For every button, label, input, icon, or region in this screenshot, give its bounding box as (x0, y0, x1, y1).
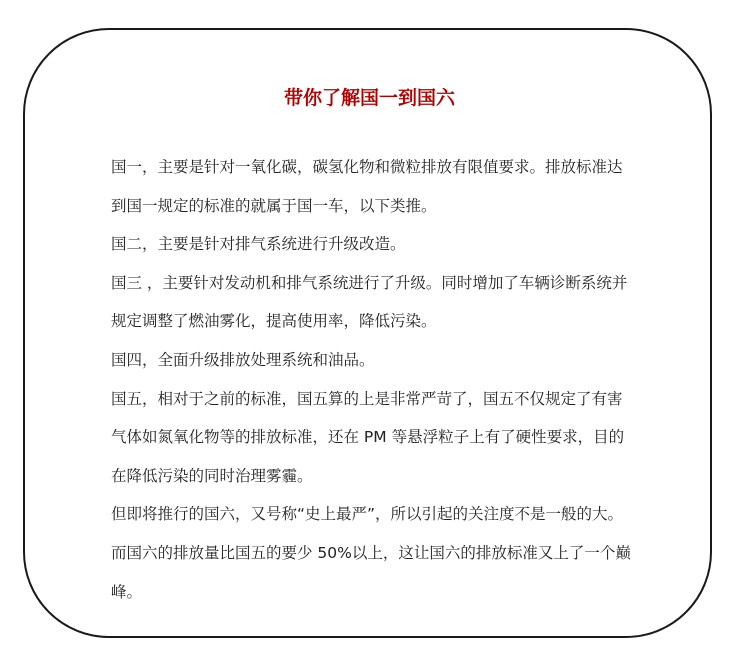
paragraph-guo3: 国三 ，主要针对发动机和排气系统进行了升级。同时增加了车辆诊断系统并规定调整了燃油雾化，提高使用率，降低污染。 (111, 273, 628, 331)
article-body (111, 148, 631, 611)
paragraph-guo1: 国一，主要是针对一氧化碳，碳氢化物和微粒排放有限值要求。排放标准达到国一规定的标准的就属于国一车，以下类推。 (111, 158, 623, 215)
paragraph-guo6: 但即将推行的国六，又号称“史上最严”，所以引起的关注度不是一般的大。而国六的排放量比国五的要少 50%以上，这让国六的排放标准又上了一个巅峰。 (111, 505, 631, 601)
paragraph-guo4: 国四，全面升级排放处理系统和油品。 (111, 350, 375, 369)
paragraph-guo5: 国五，相对于之前的标准，国五算的上是非常严苛了，国五不仅规定了有害气体如氮氧化物等的排放标准，还在 PM 等悬浮粒子上有了硬性要求，目的在降低污染的同时治理雾霾。 (111, 389, 625, 485)
page-title: 带你了解国一到国六 (283, 87, 455, 109)
paragraph-guo2: 国二，主要是针对排气系统进行升级改造。 (111, 235, 406, 254)
